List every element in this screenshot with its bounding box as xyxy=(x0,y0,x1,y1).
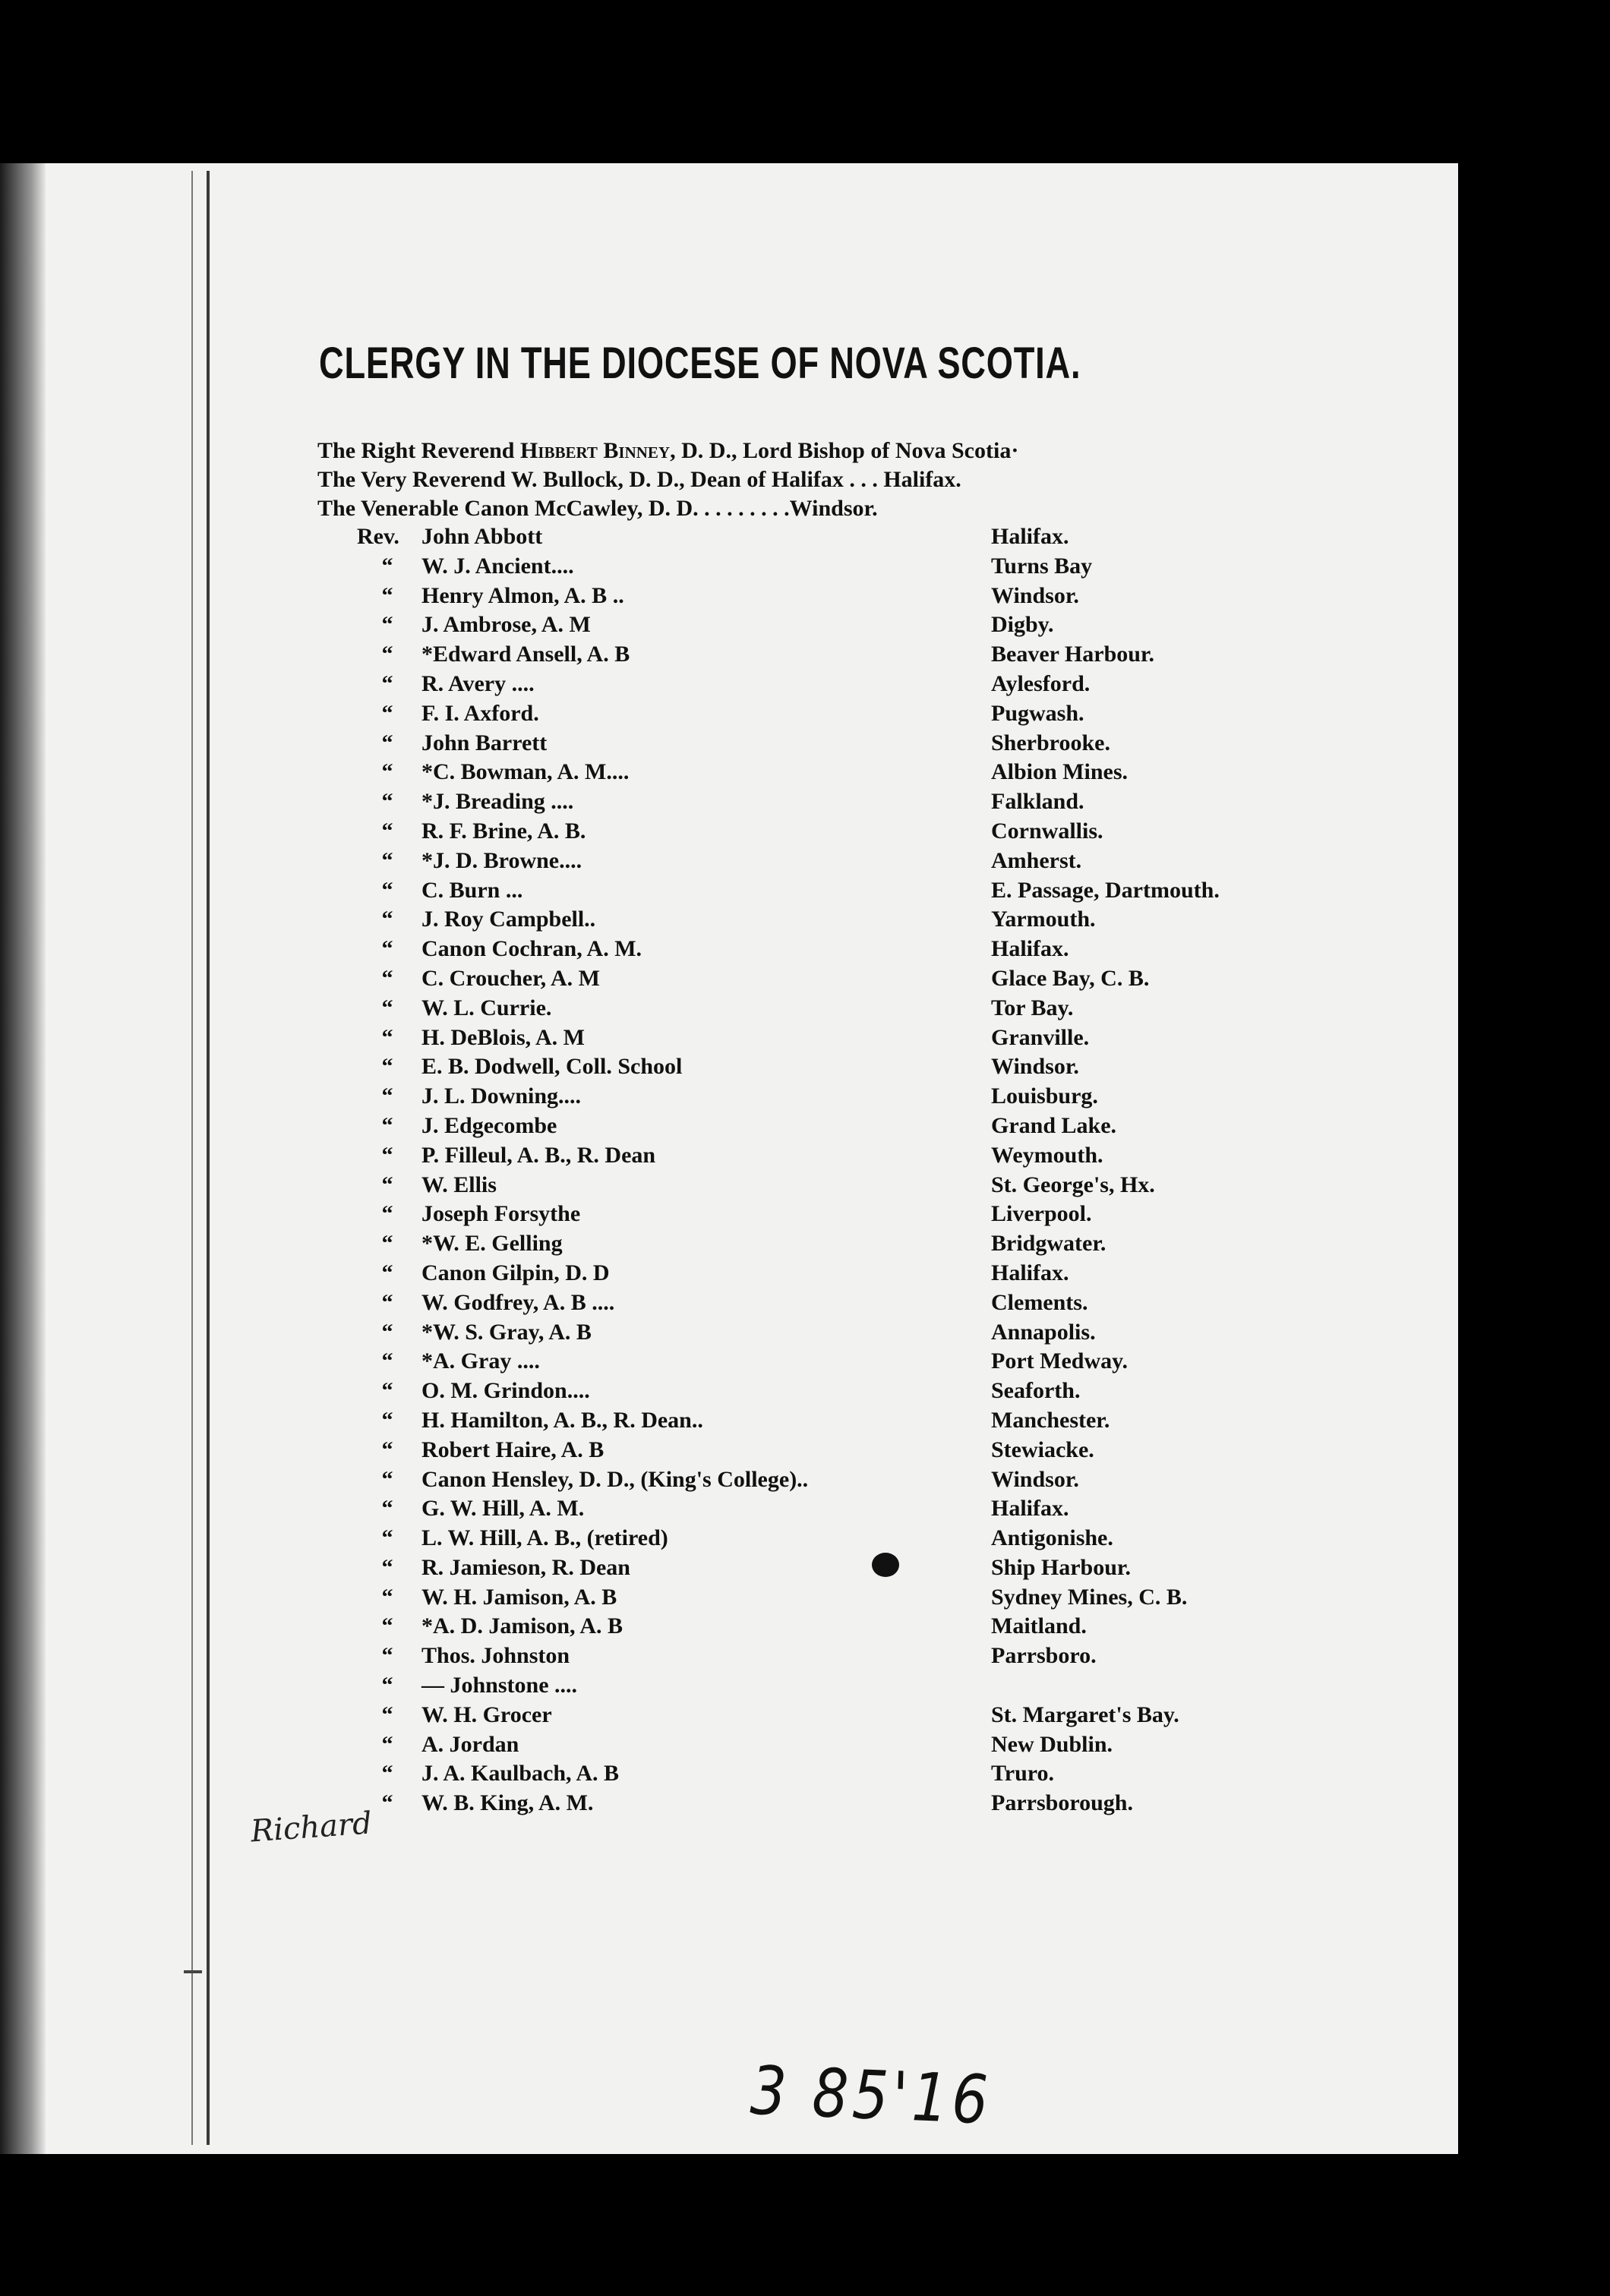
clergy-name: J. L. Downing.... xyxy=(421,1083,582,1109)
ditto-mark: “ xyxy=(381,965,393,991)
ditto-mark: “ xyxy=(381,1112,393,1138)
clergy-row xyxy=(0,1494,1458,1524)
ditto-mark: “ xyxy=(381,847,393,873)
bishop-line xyxy=(317,437,1327,465)
clergy-place: Aylesford. xyxy=(991,670,1091,696)
clergy-name: P. Filleul, A. B., R. Dean xyxy=(421,1142,656,1168)
clergy-row xyxy=(0,935,1458,964)
clergy-name: R. F. Brine, A. B. xyxy=(421,818,586,844)
clergy-name: John Barrett xyxy=(421,730,548,755)
clergy-name: *A. D. Jamison, A. B xyxy=(421,1613,623,1639)
ditto-mark: “ xyxy=(381,1613,393,1639)
clergy-row xyxy=(0,1229,1458,1259)
clergy-row xyxy=(0,1789,1458,1818)
ditto-mark: “ xyxy=(381,1260,393,1285)
clergy-place: Truro. xyxy=(991,1761,1055,1787)
clergy-place: Bridgwater. xyxy=(991,1231,1106,1257)
clergy-name: J. Edgecombe xyxy=(421,1112,557,1138)
ditto-mark: “ xyxy=(381,1437,393,1462)
ink-blot xyxy=(872,1553,899,1577)
clergy-place: Liverpool. xyxy=(991,1201,1092,1227)
clergy-row xyxy=(0,522,1458,552)
ditto-mark: “ xyxy=(381,553,393,579)
clergy-row xyxy=(0,1082,1458,1112)
ditto-mark: “ xyxy=(381,1466,393,1492)
ditto-mark: “ xyxy=(381,1142,393,1168)
ditto-mark: “ xyxy=(381,789,393,815)
clergy-name: J. Roy Campbell.. xyxy=(421,907,596,932)
clergy-name: J. A. Kaulbach, A. B xyxy=(421,1761,620,1787)
clergy-row xyxy=(0,1671,1458,1701)
clergy-name: W. Godfrey, A. B .... xyxy=(421,1289,615,1315)
clergy-name: Thos. Johnston xyxy=(421,1643,570,1669)
clergy-name: C. Croucher, A. M xyxy=(421,965,600,991)
clergy-place: Windsor. xyxy=(991,1466,1079,1492)
clergy-row xyxy=(0,1112,1458,1141)
clergy-place: Parrsborough. xyxy=(991,1790,1133,1816)
clergy-row xyxy=(0,1141,1458,1171)
clergy-name: O. M. Grindon.... xyxy=(421,1378,590,1404)
clergy-place: Windsor. xyxy=(991,582,1079,608)
clergy-name: *Edward Ansell, A. B xyxy=(421,642,630,667)
clergy-place: Clements. xyxy=(991,1289,1088,1315)
ditto-mark: “ xyxy=(381,1378,393,1404)
clergy-name: — Johnstone .... xyxy=(421,1673,578,1698)
ditto-mark: “ xyxy=(381,1790,393,1816)
clergy-row xyxy=(0,582,1458,611)
ditto-mark: “ xyxy=(381,1083,393,1109)
bishop-name: Hibbert Binney xyxy=(519,438,671,463)
clergy-place: Louisburg. xyxy=(991,1083,1098,1109)
clergy-row xyxy=(0,994,1458,1023)
clergy-name: *W. E. Gelling xyxy=(421,1231,563,1257)
ditto-mark: “ xyxy=(381,1054,393,1080)
clergy-name: A. Jordan xyxy=(421,1731,519,1757)
ditto-mark: “ xyxy=(381,1319,393,1345)
clergy-place: Grand Lake. xyxy=(991,1112,1117,1138)
ditto-mark: “ xyxy=(381,877,393,903)
clergy-place: Amherst. xyxy=(991,847,1082,873)
clergy-name: Canon Gilpin, D. D xyxy=(421,1260,610,1285)
clergy-name: Robert Haire, A. B xyxy=(421,1437,605,1462)
clergy-row xyxy=(0,876,1458,906)
clergy-row xyxy=(0,1288,1458,1318)
clergy-place: Seaforth. xyxy=(991,1378,1081,1404)
clergy-place: Beaver Harbour. xyxy=(991,642,1154,667)
ditto-mark: “ xyxy=(381,1525,393,1551)
clergy-name: Canon Hensley, D. D., (King's College).. xyxy=(421,1466,809,1492)
clergy-name: *W. S. Gray, A. B xyxy=(421,1319,592,1345)
clergy-row xyxy=(0,1583,1458,1613)
clergy-name: *J. D. Browne.... xyxy=(421,847,582,873)
folio-number: 3 85'16 xyxy=(749,2051,993,2140)
clergy-place: Albion Mines. xyxy=(991,759,1129,785)
ditto-mark: “ xyxy=(381,1201,393,1227)
clergy-name: E. B. Dodwell, Coll. School xyxy=(421,1054,683,1080)
clergy-row xyxy=(0,610,1458,640)
ditto-mark: “ xyxy=(381,1496,393,1522)
clergy-place: Halifax. xyxy=(991,936,1069,962)
clergy-row xyxy=(0,1052,1458,1082)
ditto-mark: “ xyxy=(381,818,393,844)
clergy-place: St. George's, Hx. xyxy=(991,1172,1155,1197)
dean-line: The Very Reverend W. Bullock, D. D., Dean of Halifax . . . Halifax. xyxy=(317,467,961,492)
clergy-place: Sydney Mines, C. B. xyxy=(991,1584,1188,1610)
clergy-row xyxy=(0,670,1458,699)
ditto-mark: “ xyxy=(381,1231,393,1257)
ditto-mark: “ xyxy=(381,612,393,638)
ditto-mark: “ xyxy=(381,642,393,667)
clergy-name: J. Ambrose, A. M xyxy=(421,612,591,638)
clergy-name: W. H. Grocer xyxy=(421,1702,552,1727)
clergy-name: W. B. King, A. M. xyxy=(421,1790,594,1816)
clergy-place: Granville. xyxy=(991,1024,1090,1050)
clergy-name: W. J. Ancient.... xyxy=(421,553,574,579)
clergy-name: Henry Almon, A. B .. xyxy=(421,582,624,608)
clergy-place: Windsor. xyxy=(991,1054,1079,1080)
clergy-name: W. L. Currie. xyxy=(421,995,552,1020)
ditto-mark: “ xyxy=(381,759,393,785)
page-title: CLERGY IN THE DIOCESE OF NOVA SCOTIA. xyxy=(319,339,1081,388)
ditto-mark: “ xyxy=(381,1731,393,1757)
clergy-row xyxy=(0,1642,1458,1671)
clergy-name: G. W. Hill, A. M. xyxy=(421,1496,585,1522)
clergy-row xyxy=(0,847,1458,876)
clergy-place: Cornwallis. xyxy=(991,818,1103,844)
ditto-mark: “ xyxy=(381,700,393,726)
bishop-suffix: , D. D., Lord Bishop of Nova Scotia· xyxy=(670,438,1019,463)
clergy-row xyxy=(0,1318,1458,1348)
clergy-row xyxy=(0,1259,1458,1288)
clergy-row xyxy=(0,1171,1458,1200)
clergy-name: L. W. Hill, A. B., (retired) xyxy=(421,1525,668,1551)
clergy-place: Halifax. xyxy=(991,1260,1069,1285)
clergy-row xyxy=(0,1553,1458,1583)
clergy-row xyxy=(0,1701,1458,1730)
clergy-row xyxy=(0,1377,1458,1406)
clergy-row xyxy=(0,640,1458,670)
ditto-mark: “ xyxy=(381,1673,393,1698)
clergy-row xyxy=(0,552,1458,582)
clergy-list xyxy=(0,522,1458,1818)
clergy-row xyxy=(0,787,1458,817)
clergy-place: Weymouth. xyxy=(991,1142,1103,1168)
clergy-place: New Dublin. xyxy=(991,1731,1113,1757)
clergy-row xyxy=(0,1406,1458,1436)
clergy-name: *J. Breading .... xyxy=(421,789,574,815)
ditto-mark: “ xyxy=(381,1761,393,1787)
clergy-row xyxy=(0,699,1458,729)
clergy-place: Turns Bay xyxy=(991,553,1093,579)
ditto-mark: “ xyxy=(381,1643,393,1669)
clergy-name: F. I. Axford. xyxy=(421,700,539,726)
handwritten-annotation: Richard xyxy=(249,1806,374,1850)
clergy-row xyxy=(0,758,1458,787)
clergy-row xyxy=(0,1759,1458,1789)
ditto-mark: “ xyxy=(381,730,393,755)
clergy-row xyxy=(0,964,1458,994)
clergy-row xyxy=(0,905,1458,935)
clergy-row xyxy=(0,729,1458,758)
clergy-row xyxy=(0,1436,1458,1465)
clergy-place: Annapolis. xyxy=(991,1319,1096,1345)
clergy-name: W. H. Jamison, A. B xyxy=(421,1584,617,1610)
clergy-name: C. Burn ... xyxy=(421,877,523,903)
canon-line: The Venerable Canon McCawley, D. D. . . . . . . . .Windsor. xyxy=(317,496,878,521)
clergy-place: Sherbrooke. xyxy=(991,730,1110,755)
clergy-row xyxy=(0,1347,1458,1377)
clergy-row xyxy=(0,1730,1458,1760)
ditto-mark: “ xyxy=(381,1407,393,1433)
clergy-place: Parrsboro. xyxy=(991,1643,1097,1669)
clergy-name: H. Hamilton, A. B., R. Dean.. xyxy=(421,1407,703,1433)
ditto-mark: “ xyxy=(381,1584,393,1610)
ditto-mark: “ xyxy=(381,1024,393,1050)
ditto-mark: “ xyxy=(381,995,393,1020)
clergy-name: Joseph Forsythe xyxy=(421,1201,581,1227)
headline-block xyxy=(317,437,1327,523)
clergy-place: Yarmouth. xyxy=(991,907,1096,932)
clergy-place: Ship Harbour. xyxy=(991,1554,1131,1580)
ditto-mark: “ xyxy=(381,1702,393,1727)
clergy-place: Maitland. xyxy=(991,1613,1087,1639)
clergy-name: John Abbott xyxy=(421,524,543,549)
clergy-place: Pugwash. xyxy=(991,700,1084,726)
ditto-mark: “ xyxy=(381,582,393,608)
ditto-mark: “ xyxy=(381,1348,393,1374)
clergy-name: R. Jamieson, R. Dean xyxy=(421,1554,630,1580)
clergy-name: W. Ellis xyxy=(421,1172,497,1197)
clergy-name: Canon Cochran, A. M. xyxy=(421,936,642,962)
clergy-name: *A. Gray .... xyxy=(421,1348,540,1374)
clergy-name: H. DeBlois, A. M xyxy=(421,1024,585,1050)
clergy-row xyxy=(0,1200,1458,1229)
ditto-mark: “ xyxy=(381,1554,393,1580)
clergy-place: Tor Bay. xyxy=(991,995,1074,1020)
rev-label: Rev. xyxy=(357,524,399,549)
ditto-mark: “ xyxy=(381,1289,393,1315)
clergy-name: R. Avery .... xyxy=(421,670,535,696)
clergy-place: Antigonishe. xyxy=(991,1525,1113,1551)
ditto-mark: “ xyxy=(381,936,393,962)
ditto-mark: “ xyxy=(381,670,393,696)
clergy-place: Port Medway. xyxy=(991,1348,1128,1374)
clergy-place: Stewiacke. xyxy=(991,1437,1094,1462)
clergy-place: Digby. xyxy=(991,612,1054,638)
clergy-row xyxy=(0,1465,1458,1495)
edge-mark xyxy=(184,1970,202,1973)
clergy-place: Glace Bay, C. B. xyxy=(991,965,1150,991)
clergy-place: Falkland. xyxy=(991,789,1084,815)
clergy-row xyxy=(0,1023,1458,1053)
clergy-row xyxy=(0,817,1458,847)
clergy-name: *C. Bowman, A. M.... xyxy=(421,759,630,785)
ditto-mark: “ xyxy=(381,1172,393,1197)
bishop-prefix: The Right Reverend xyxy=(317,438,520,463)
clergy-row xyxy=(0,1612,1458,1642)
ditto-mark: “ xyxy=(381,907,393,932)
clergy-place: St. Margaret's Bay. xyxy=(991,1702,1179,1727)
clergy-place: Manchester. xyxy=(991,1407,1110,1433)
clergy-place: Halifax. xyxy=(991,1496,1069,1522)
clergy-place: Halifax. xyxy=(991,524,1069,549)
clergy-row xyxy=(0,1524,1458,1553)
clergy-place: E. Passage, Dartmouth. xyxy=(991,877,1220,903)
